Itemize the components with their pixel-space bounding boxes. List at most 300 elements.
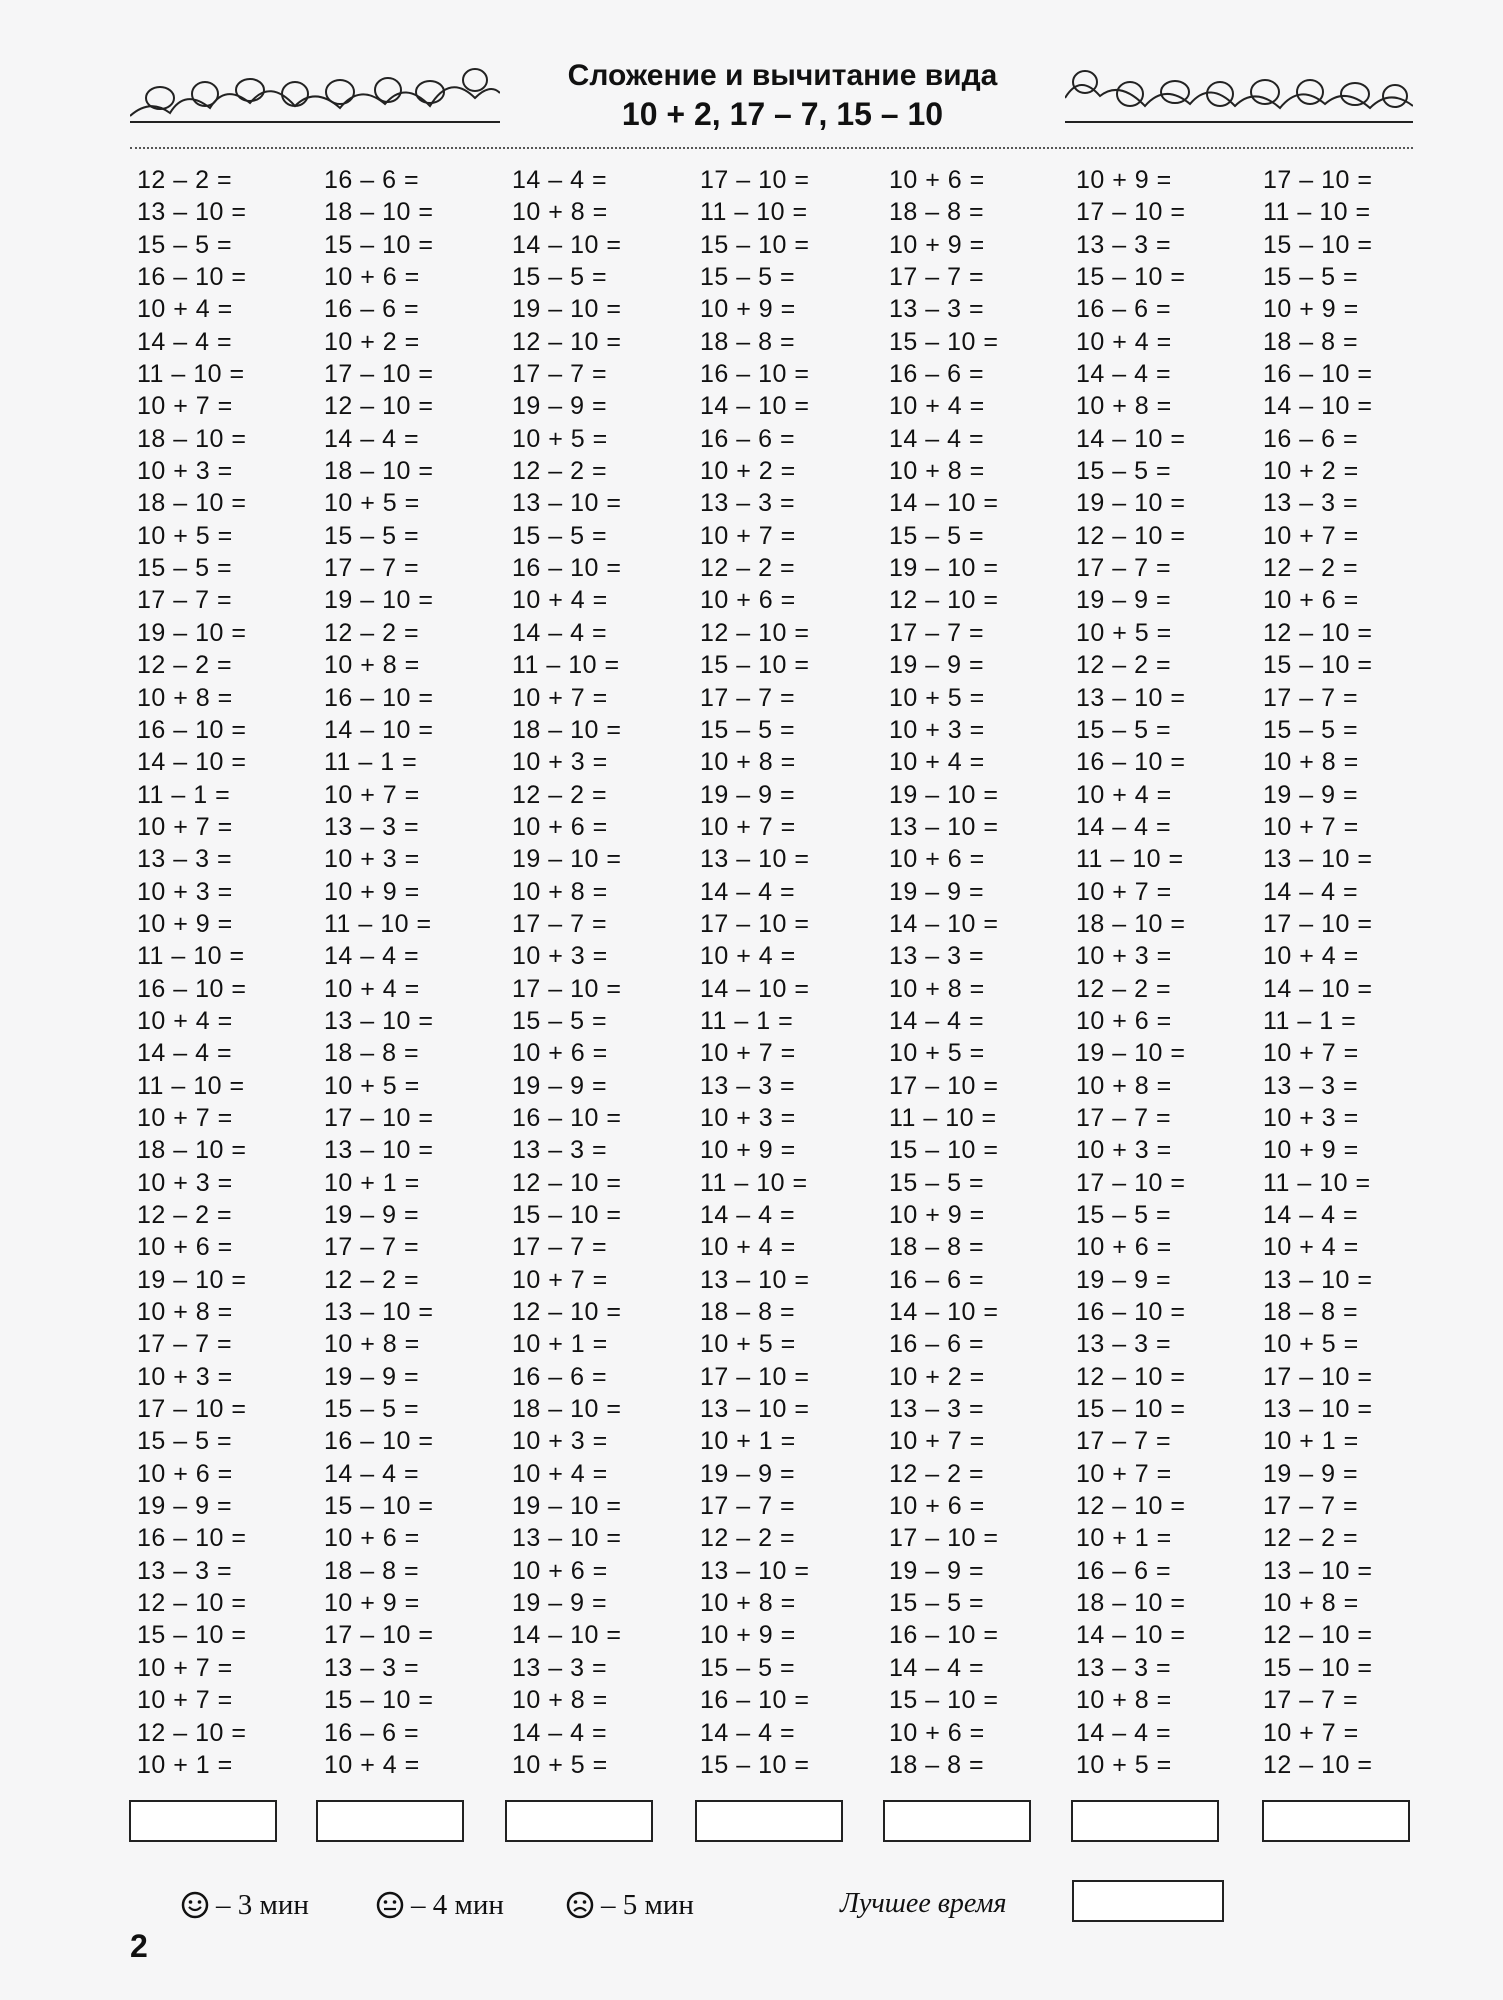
exercise-item: 14 – 10 =	[889, 1298, 999, 1327]
page-number: 2	[130, 1928, 148, 1964]
exercise-item: 13 – 10 =	[137, 198, 247, 227]
puppies-illustration-right	[1065, 58, 1413, 128]
exercise-item: 18 – 8 =	[889, 1750, 985, 1779]
legend-neutral-label: – 4 мин	[411, 1888, 504, 1921]
exercise-item: 10 + 8 =	[324, 651, 420, 680]
exercise-item: 19 – 10 =	[137, 1265, 247, 1294]
exercise-item: 17 – 10 =	[700, 1362, 810, 1391]
exercise-item: 10 + 7 =	[137, 1686, 233, 1715]
exercise-item: 13 – 10 =	[324, 1298, 434, 1327]
exercise-item: 15 – 5 =	[889, 1168, 985, 1197]
exercise-item: 17 – 7 =	[512, 909, 608, 938]
exercise-item: 14 – 4 =	[137, 327, 233, 356]
exercise-item: 13 – 3 =	[889, 295, 985, 324]
exercise-item: 10 + 4 =	[889, 392, 985, 421]
exercise-item: 10 + 1 =	[1076, 1524, 1172, 1553]
exercise-item: 13 – 3 =	[700, 489, 796, 518]
exercise-item: 15 – 10 =	[1263, 1653, 1373, 1682]
exercise-column-6	[1076, 164, 1236, 1781]
exercise-item: 15 – 5 =	[889, 1589, 985, 1618]
exercise-item: 17 – 7 =	[1263, 1686, 1359, 1715]
exercise-item: 17 – 7 =	[137, 1330, 233, 1359]
exercise-item: 17 – 10 =	[1076, 198, 1186, 227]
exercise-grid	[137, 164, 1407, 1784]
exercise-item: 12 – 10 =	[1263, 618, 1373, 647]
exercise-item: 16 – 10 =	[324, 683, 434, 712]
exercise-item: 12 – 2 =	[700, 554, 796, 583]
exercise-item: 10 + 4 =	[700, 1233, 796, 1262]
exercise-item: 10 + 2 =	[324, 327, 420, 356]
exercise-item: 10 + 9 =	[137, 909, 233, 938]
exercise-item: 19 – 9 =	[512, 1589, 608, 1618]
exercise-item: 16 – 6 =	[324, 166, 420, 194]
exercise-item: 19 – 10 =	[889, 554, 999, 583]
exercise-item: 13 – 10 =	[324, 1136, 434, 1165]
exercise-item: 11 – 1 =	[1263, 1006, 1357, 1035]
exercise-item: 17 – 10 =	[512, 974, 622, 1003]
exercise-item: 10 + 7 =	[1263, 1039, 1359, 1068]
exercise-item: 10 + 7 =	[137, 392, 233, 421]
exercise-item: 15 – 10 =	[700, 651, 810, 680]
exercise-item: 10 + 8 =	[1076, 1686, 1172, 1715]
exercise-item: 10 + 9 =	[700, 1136, 796, 1165]
exercise-item: 15 – 5 =	[137, 554, 233, 583]
exercise-item: 19 – 9 =	[889, 1556, 985, 1585]
exercise-item: 17 – 10 =	[889, 1071, 999, 1100]
exercise-item: 11 – 10 =	[137, 1071, 245, 1100]
exercise-item: 13 – 10 =	[700, 1556, 810, 1585]
time-box-4[interactable]	[695, 1800, 843, 1842]
exercise-item: 10 + 8 =	[700, 1589, 796, 1618]
exercise-item: 10 + 4 =	[137, 1006, 233, 1035]
exercise-item: 10 + 4 =	[324, 1750, 420, 1779]
exercise-item: 10 + 7 =	[137, 1103, 233, 1132]
exercise-item: 10 + 7 =	[889, 1427, 985, 1456]
exercise-item: 13 – 10 =	[512, 489, 622, 518]
exercise-item: 19 – 9 =	[324, 1362, 420, 1391]
exercise-item: 17 – 10 =	[324, 360, 434, 389]
exercise-item: 10 + 4 =	[1076, 327, 1172, 356]
exercise-item: 14 – 4 =	[324, 942, 420, 971]
exercise-item: 16 – 10 =	[700, 1686, 810, 1715]
exercise-item: 17 – 7 =	[889, 618, 985, 647]
exercise-item: 12 – 2 =	[137, 651, 233, 680]
exercise-item: 13 – 10 =	[324, 1006, 434, 1035]
exercise-item: 16 – 10 =	[324, 1427, 434, 1456]
exercise-item: 15 – 5 =	[324, 521, 420, 550]
exercise-item: 16 – 10 =	[512, 554, 622, 583]
exercise-column-3	[512, 164, 672, 1781]
exercise-item: 10 + 5 =	[512, 1750, 608, 1779]
exercise-item: 13 – 3 =	[700, 1071, 796, 1100]
exercise-item: 10 + 5 =	[889, 1039, 985, 1068]
exercise-item: 14 – 10 =	[1263, 974, 1373, 1003]
exercise-item: 10 + 4 =	[512, 1459, 608, 1488]
exercise-item: 13 – 3 =	[137, 845, 233, 874]
exercise-item: 11 – 10 =	[1076, 845, 1184, 874]
exercise-item: 10 + 4 =	[1263, 1233, 1359, 1262]
exercise-item: 17 – 10 =	[700, 909, 810, 938]
exercise-item: 14 – 10 =	[700, 392, 810, 421]
exercise-item: 10 + 8 =	[324, 1330, 420, 1359]
exercise-item: 10 + 6 =	[700, 586, 796, 615]
exercise-item: 17 – 7 =	[700, 683, 796, 712]
exercise-item: 17 – 10 =	[1263, 166, 1373, 194]
exercise-item: 10 + 3 =	[137, 1168, 233, 1197]
exercise-column-5	[889, 164, 1049, 1781]
exercise-item: 10 + 1 =	[1263, 1427, 1359, 1456]
exercise-item: 11 – 10 =	[137, 360, 245, 389]
exercise-item: 16 – 6 =	[324, 295, 420, 324]
exercise-item: 15 – 5 =	[1076, 715, 1172, 744]
exercise-item: 16 – 10 =	[137, 263, 247, 292]
exercise-item: 10 + 6 =	[889, 166, 985, 194]
exercise-item: 15 – 10 =	[889, 1136, 999, 1165]
time-legend	[180, 1880, 1380, 1930]
exercise-item: 10 + 7 =	[1263, 521, 1359, 550]
exercise-item: 10 + 6 =	[512, 1039, 608, 1068]
exercise-item: 13 – 3 =	[1263, 1071, 1359, 1100]
exercise-item: 13 – 10 =	[1263, 1265, 1373, 1294]
exercise-item: 13 – 3 =	[1263, 489, 1359, 518]
exercise-item: 14 – 4 =	[1076, 360, 1172, 389]
exercise-item: 16 – 6 =	[889, 360, 985, 389]
exercise-item: 15 – 5 =	[137, 230, 233, 259]
exercise-item: 13 – 10 =	[512, 1524, 622, 1553]
exercise-item: 10 + 9 =	[889, 230, 985, 259]
exercise-item: 10 + 7 =	[700, 521, 796, 550]
exercise-item: 14 – 4 =	[889, 1006, 985, 1035]
exercise-item: 10 + 7 =	[137, 812, 233, 841]
exercise-item: 16 – 6 =	[1076, 1556, 1172, 1585]
time-box-6[interactable]	[1071, 1800, 1219, 1842]
exercise-item: 12 – 2 =	[1263, 554, 1359, 583]
exercise-item: 11 – 10 =	[324, 909, 432, 938]
exercise-item: 13 – 3 =	[324, 1653, 420, 1682]
exercise-item: 10 + 3 =	[137, 457, 233, 486]
exercise-item: 13 – 3 =	[137, 1556, 233, 1585]
exercise-item: 10 + 4 =	[1076, 780, 1172, 809]
exercise-item: 10 + 3 =	[512, 748, 608, 777]
exercise-item: 15 – 5 =	[1076, 1201, 1172, 1229]
exercise-item: 10 + 5 =	[1263, 1330, 1359, 1359]
exercise-item: 10 + 9 =	[700, 295, 796, 324]
exercise-item: 13 – 10 =	[1076, 683, 1186, 712]
exercise-item: 19 – 9 =	[512, 392, 608, 421]
page-title	[510, 58, 1055, 134]
best-time-box[interactable]	[1072, 1880, 1224, 1922]
exercise-item: 14 – 10 =	[137, 748, 247, 777]
exercise-item: 12 – 10 =	[137, 1589, 247, 1618]
exercise-item: 14 – 4 =	[1076, 812, 1172, 841]
exercise-item: 18 – 8 =	[700, 327, 796, 356]
exercise-item: 11 – 1 =	[137, 780, 231, 809]
exercise-item: 10 + 6 =	[324, 1524, 420, 1553]
exercise-item: 17 – 10 =	[889, 1524, 999, 1553]
sad-face-icon	[565, 1890, 595, 1920]
exercise-item: 12 – 10 =	[1263, 1750, 1373, 1779]
time-box-2[interactable]	[316, 1800, 464, 1842]
exercise-item: 15 – 5 =	[700, 263, 796, 292]
exercise-item: 10 + 1 =	[512, 1330, 608, 1359]
exercise-item: 15 – 5 =	[512, 521, 608, 550]
exercise-item: 14 – 10 =	[324, 715, 434, 744]
exercise-item: 15 – 5 =	[1263, 263, 1359, 292]
exercise-item: 10 + 3 =	[137, 877, 233, 906]
exercise-item: 14 – 4 =	[512, 618, 608, 647]
exercise-item: 18 – 8 =	[889, 1233, 985, 1262]
exercise-item: 13 – 10 =	[1263, 1395, 1373, 1424]
legend-smile-label: – 3 мин	[216, 1888, 309, 1921]
exercise-item: 19 – 9 =	[889, 651, 985, 680]
exercise-item: 19 – 10 =	[137, 618, 247, 647]
exercise-item: 10 + 4 =	[889, 748, 985, 777]
exercise-item: 10 + 8 =	[512, 877, 608, 906]
exercise-item: 11 – 10 =	[1263, 198, 1371, 227]
exercise-item: 13 – 3 =	[512, 1653, 608, 1682]
exercise-item: 10 + 4 =	[700, 942, 796, 971]
exercise-item: 16 – 10 =	[512, 1103, 622, 1132]
exercise-item: 14 – 10 =	[1076, 1621, 1186, 1650]
title-line-1: Сложение и вычитание вида	[567, 59, 998, 92]
exercise-item: 10 + 8 =	[700, 748, 796, 777]
exercise-item: 12 – 10 =	[700, 618, 810, 647]
exercise-item: 14 – 10 =	[889, 909, 999, 938]
exercise-item: 10 + 9 =	[700, 1621, 796, 1650]
exercise-item: 13 – 10 =	[700, 1395, 810, 1424]
exercise-item: 12 – 2 =	[137, 1201, 233, 1229]
time-box-1[interactable]	[129, 1800, 277, 1842]
exercise-item: 10 + 3 =	[1263, 1103, 1359, 1132]
exercise-item: 15 – 10 =	[700, 230, 810, 259]
time-box-7[interactable]	[1262, 1800, 1410, 1842]
exercise-item: 19 – 9 =	[1263, 780, 1359, 809]
exercise-item: 12 – 10 =	[889, 586, 999, 615]
exercise-column-1	[137, 164, 297, 1781]
exercise-item: 10 + 7 =	[1263, 812, 1359, 841]
exercise-item: 12 – 10 =	[1076, 521, 1186, 550]
exercise-item: 17 – 10 =	[137, 1395, 247, 1424]
exercise-item: 10 + 3 =	[512, 942, 608, 971]
exercise-item: 18 – 8 =	[1263, 1298, 1359, 1327]
exercise-item: 17 – 7 =	[137, 586, 233, 615]
exercise-item: 17 – 10 =	[324, 1621, 434, 1650]
exercise-item: 13 – 10 =	[1263, 845, 1373, 874]
exercise-item: 17 – 7 =	[1076, 1427, 1172, 1456]
exercise-item: 14 – 4 =	[324, 424, 420, 453]
exercise-item: 18 – 10 =	[1076, 1589, 1186, 1618]
exercise-item: 12 – 2 =	[324, 618, 420, 647]
exercise-item: 15 – 5 =	[700, 715, 796, 744]
exercise-item: 18 – 10 =	[137, 424, 247, 453]
exercise-item: 13 – 10 =	[700, 845, 810, 874]
best-time-label: Лучшее время	[840, 1888, 1007, 1919]
exercise-item: 18 – 10 =	[324, 198, 434, 227]
smiley-face-icon	[180, 1890, 210, 1920]
exercise-item: 12 – 2 =	[324, 1265, 420, 1294]
exercise-item: 10 + 8 =	[512, 1686, 608, 1715]
exercise-column-2	[324, 164, 484, 1781]
exercise-item: 16 – 10 =	[700, 360, 810, 389]
exercise-item: 14 – 10 =	[512, 1621, 622, 1650]
exercise-item: 10 + 7 =	[700, 812, 796, 841]
exercise-item: 10 + 3 =	[889, 715, 985, 744]
exercise-item: 10 + 8 =	[1076, 1071, 1172, 1100]
exercise-item: 14 – 4 =	[700, 877, 796, 906]
time-box-3[interactable]	[505, 1800, 653, 1842]
exercise-item: 10 + 9 =	[1263, 1136, 1359, 1165]
exercise-item: 14 – 4 =	[889, 1653, 985, 1682]
exercise-item: 10 + 6 =	[1076, 1006, 1172, 1035]
exercise-item: 14 – 4 =	[1263, 877, 1359, 906]
exercise-item: 18 – 8 =	[889, 198, 985, 227]
exercise-item: 10 + 5 =	[512, 424, 608, 453]
exercise-item: 10 + 7 =	[1076, 1459, 1172, 1488]
exercise-item: 10 + 7 =	[700, 1039, 796, 1068]
exercise-item: 10 + 3 =	[1076, 1136, 1172, 1165]
exercise-item: 12 – 10 =	[1263, 1621, 1373, 1650]
exercise-item: 17 – 10 =	[1263, 909, 1373, 938]
header-divider	[130, 147, 1413, 149]
exercise-item: 10 + 9 =	[324, 1589, 420, 1618]
exercise-item: 17 – 7 =	[700, 1492, 796, 1521]
exercise-item: 18 – 10 =	[512, 1395, 622, 1424]
exercise-item: 16 – 10 =	[137, 715, 247, 744]
exercise-item: 19 – 10 =	[512, 1492, 622, 1521]
exercise-item: 18 – 10 =	[137, 489, 247, 518]
exercise-item: 14 – 10 =	[700, 974, 810, 1003]
exercise-item: 17 – 7 =	[1263, 683, 1359, 712]
exercise-item: 12 – 2 =	[1076, 651, 1172, 680]
exercise-item: 18 – 8 =	[700, 1298, 796, 1327]
exercise-item: 17 – 10 =	[1263, 1362, 1373, 1391]
exercise-item: 10 + 2 =	[889, 1362, 985, 1391]
exercise-item: 16 – 10 =	[889, 1621, 999, 1650]
exercise-item: 11 – 10 =	[700, 198, 808, 227]
time-box-5[interactable]	[883, 1800, 1031, 1842]
exercise-item: 12 – 10 =	[1076, 1362, 1186, 1391]
exercise-item: 10 + 1 =	[700, 1427, 796, 1456]
exercise-item: 10 + 5 =	[1076, 1750, 1172, 1779]
exercise-item: 19 – 10 =	[889, 780, 999, 809]
exercise-item: 10 + 1 =	[324, 1168, 420, 1197]
exercise-item: 10 + 6 =	[889, 845, 985, 874]
exercise-item: 10 + 8 =	[137, 1298, 233, 1327]
exercise-item: 19 – 9 =	[1076, 586, 1172, 615]
exercise-item: 10 + 3 =	[1076, 942, 1172, 971]
exercise-item: 14 – 10 =	[889, 489, 999, 518]
exercise-item: 19 – 9 =	[1076, 1265, 1172, 1294]
exercise-item: 16 – 10 =	[1076, 748, 1186, 777]
exercise-item: 14 – 10 =	[1076, 424, 1186, 453]
exercise-item: 15 – 10 =	[324, 1492, 434, 1521]
exercise-item: 18 – 8 =	[1263, 327, 1359, 356]
exercise-item: 16 – 10 =	[1263, 360, 1373, 389]
exercise-item: 19 – 10 =	[512, 845, 622, 874]
exercise-item: 15 – 10 =	[324, 230, 434, 259]
exercise-item: 16 – 10 =	[1076, 1298, 1186, 1327]
exercise-item: 10 + 8 =	[137, 683, 233, 712]
exercise-item: 10 + 6 =	[512, 812, 608, 841]
puppies-illustration-left	[130, 58, 500, 128]
exercise-item: 18 – 8 =	[324, 1039, 420, 1068]
exercise-item: 19 – 10 =	[1076, 1039, 1186, 1068]
exercise-item: 13 – 3 =	[1076, 1653, 1172, 1682]
exercise-column-7	[1263, 164, 1423, 1781]
exercise-item: 17 – 10 =	[324, 1103, 434, 1132]
legend-item-neutral	[375, 1880, 504, 1930]
exercise-item: 10 + 4 =	[512, 586, 608, 615]
exercise-item: 11 – 10 =	[137, 942, 245, 971]
exercise-item: 15 – 5 =	[1263, 715, 1359, 744]
exercise-item: 10 + 8 =	[889, 974, 985, 1003]
exercise-item: 19 – 9 =	[889, 877, 985, 906]
legend-item-smile	[180, 1880, 309, 1930]
exercise-item: 10 + 7 =	[324, 780, 420, 809]
exercise-item: 13 – 3 =	[889, 1395, 985, 1424]
exercise-item: 15 – 10 =	[1076, 263, 1186, 292]
exercise-item: 12 – 2 =	[512, 457, 608, 486]
exercise-item: 16 – 10 =	[137, 974, 247, 1003]
exercise-item: 16 – 10 =	[137, 1524, 247, 1553]
exercise-item: 12 – 10 =	[512, 1298, 622, 1327]
exercise-item: 19 – 9 =	[700, 1459, 796, 1488]
exercise-item: 11 – 10 =	[512, 651, 620, 680]
legend-item-sad	[565, 1880, 694, 1930]
exercise-item: 19 – 9 =	[324, 1201, 420, 1229]
exercise-item: 15 – 10 =	[889, 327, 999, 356]
exercise-item: 10 + 9 =	[1263, 295, 1359, 324]
exercise-item: 10 + 8 =	[512, 198, 608, 227]
exercise-item: 10 + 6 =	[1076, 1233, 1172, 1262]
exercise-item: 15 – 5 =	[324, 1395, 420, 1424]
exercise-item: 14 – 4 =	[700, 1718, 796, 1747]
exercise-item: 12 – 10 =	[512, 327, 622, 356]
exercise-item: 10 + 7 =	[512, 683, 608, 712]
exercise-item: 10 + 4 =	[1263, 942, 1359, 971]
exercise-item: 13 – 3 =	[1076, 230, 1172, 259]
exercise-item: 15 – 10 =	[889, 1686, 999, 1715]
exercise-item: 10 + 6 =	[889, 1718, 985, 1747]
exercise-item: 14 – 4 =	[512, 1718, 608, 1747]
exercise-item: 18 – 8 =	[324, 1556, 420, 1585]
exercise-item: 10 + 6 =	[512, 1556, 608, 1585]
exercise-item: 18 – 10 =	[324, 457, 434, 486]
exercise-item: 10 + 8 =	[889, 457, 985, 486]
exercise-item: 18 – 10 =	[512, 715, 622, 744]
exercise-item: 12 – 2 =	[889, 1459, 985, 1488]
exercise-item: 10 + 8 =	[1263, 1589, 1359, 1618]
exercise-item: 15 – 5 =	[700, 1653, 796, 1682]
exercise-item: 10 + 7 =	[512, 1265, 608, 1294]
page-header	[130, 58, 1413, 148]
exercise-item: 14 – 4 =	[324, 1459, 420, 1488]
exercise-item: 10 + 6 =	[137, 1233, 233, 1262]
exercise-item: 10 + 5 =	[137, 521, 233, 550]
exercise-item: 19 – 10 =	[324, 586, 434, 615]
exercise-item: 18 – 10 =	[137, 1136, 247, 1165]
exercise-item: 14 – 4 =	[1263, 1201, 1359, 1229]
exercise-item: 10 + 3 =	[137, 1362, 233, 1391]
exercise-item: 10 + 5 =	[1076, 618, 1172, 647]
exercise-item: 12 – 2 =	[1263, 1524, 1359, 1553]
exercise-item: 16 – 6 =	[512, 1362, 608, 1391]
exercise-item: 15 – 10 =	[137, 1621, 247, 1650]
exercise-item: 10 + 5 =	[889, 683, 985, 712]
exercise-item: 17 – 7 =	[1076, 554, 1172, 583]
exercise-item: 10 + 8 =	[1263, 748, 1359, 777]
exercise-item: 17 – 10 =	[1076, 1168, 1186, 1197]
